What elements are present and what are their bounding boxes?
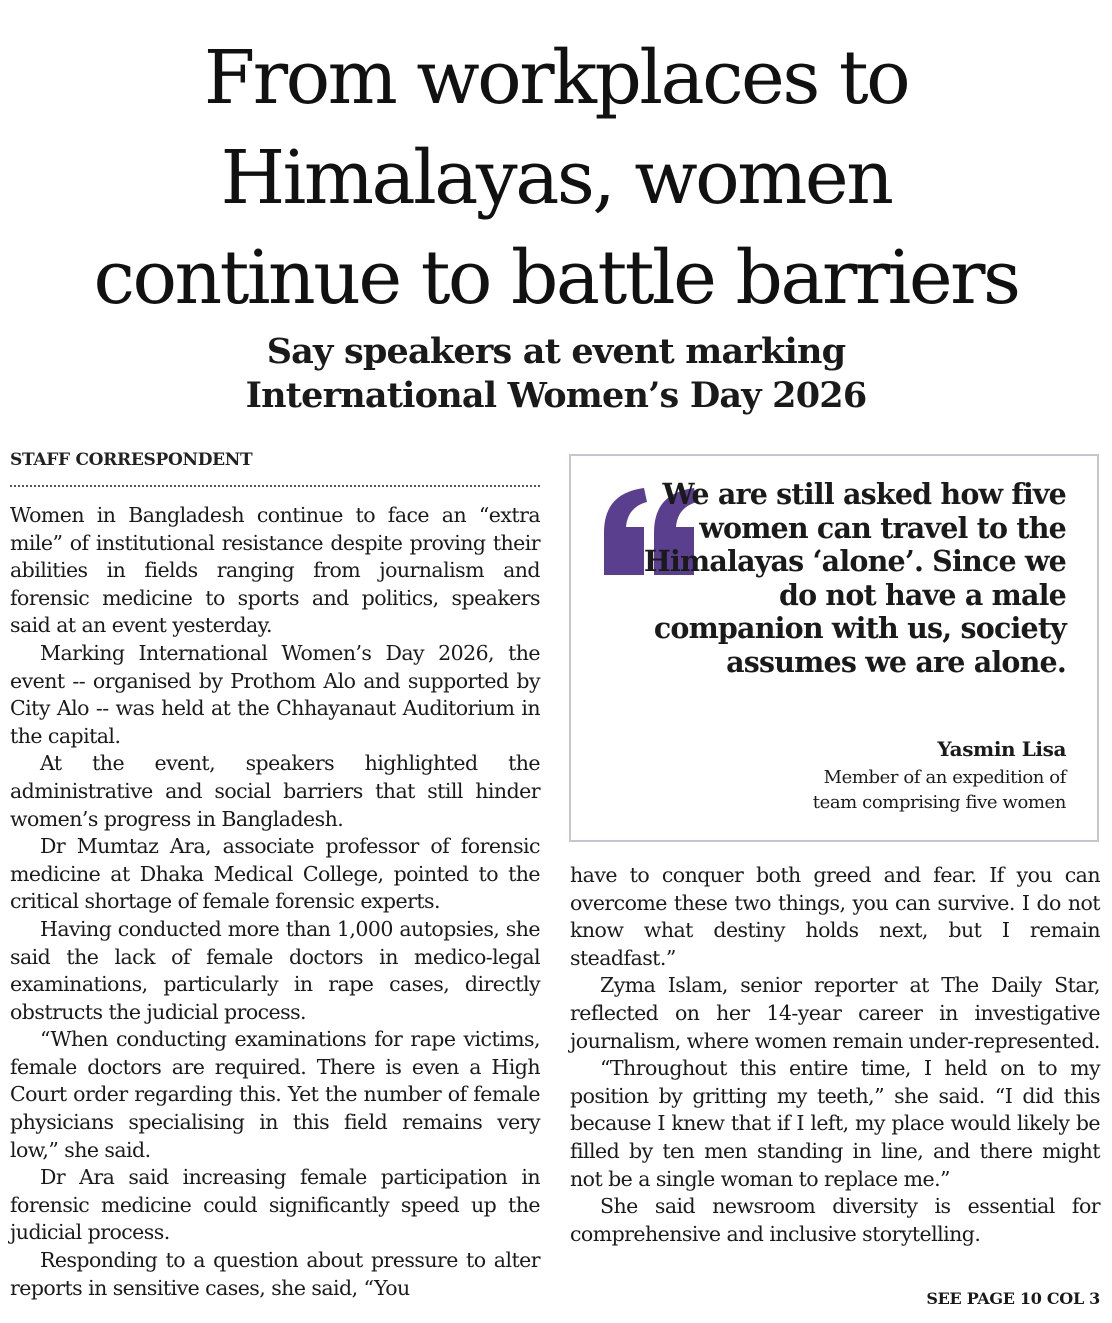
article-paragraph: “When conducting examinations for rape victims, female doctors are required. There is even a High Court order regarding this. Yet the number of female physicians specialising in this field remains very low,” she said.: [10, 1027, 540, 1162]
article-paragraph: Dr Ara said increasing female participation in forensic medicine could significantly speed up the judicial process.: [10, 1165, 540, 1245]
byline: STAFF CORRESPONDENT: [10, 450, 253, 470]
article-paragraph: At the event, speakers highlighted the administrative and social barriers that still hinder women’s progress in Bangladesh.: [10, 751, 540, 831]
article-column-left: [10, 502, 540, 1302]
continuation-note: SEE PAGE 10 COL 3: [926, 1289, 1100, 1308]
subheadline: [0, 330, 1112, 418]
article-paragraph: Marking International Women’s Day 2026, the event -- organised by Prothom Alo and supported by City Alo -- was held at the Chhayanaut Auditorium in the capital.: [10, 640, 540, 748]
headline-line: From workplaces to: [203, 35, 909, 121]
article-paragraph: She said newsroom diversity is essential for comprehensive and inclusive storytelling.: [570, 1194, 1100, 1246]
headline-line: Himalayas, women: [220, 135, 892, 221]
subheadline-line: International Women’s Day 2026: [245, 375, 867, 416]
article-paragraph: Zyma Islam, senior reporter at The Daily Star, reflected on her 14-year career in investigative journalism, where women remain under-represented.: [570, 973, 1100, 1053]
headline-line: continue to battle barriers: [93, 235, 1019, 321]
article-column-right: [570, 862, 1100, 1248]
pull-quote-role-line: team comprising five women: [812, 792, 1066, 813]
pull-quote-role-line: Member of an expedition of: [823, 767, 1066, 788]
byline-divider: [10, 485, 540, 487]
pull-quote-author: Yasmin Lisa: [937, 737, 1066, 761]
article-paragraph: have to conquer both greed and fear. If you can overcome these two things, you can survive. I do not know what destiny holds next, but I remain steadfast.”: [570, 863, 1100, 970]
article-paragraph: “Throughout this entire time, I held on to my position by gritting my teeth,” she said. “I did this because I knew that if I left, my place would likely be filled by ten men standing in line, and there might not be a single woman to replace me.”: [570, 1056, 1100, 1191]
pull-quote-text: We are still asked how five women can travel to the Himalayas ‘alone’. Since we do not have a male companion with us, society assumes we are alone.: [643, 477, 1066, 679]
article-paragraph: Dr Mumtaz Ara, associate professor of forensic medicine at Dhaka Medical College, pointed to the critical shortage of female forensic experts.: [10, 834, 540, 914]
headline: [0, 28, 1112, 328]
article-paragraph: Having conducted more than 1,000 autopsies, she said the lack of female doctors in medico-legal examinations, particularly in rape cases, directly obstructs the judicial process.: [10, 916, 540, 1024]
pull-quote-role: [610, 765, 1066, 815]
article-paragraph: Responding to a question about pressure to alter reports in sensitive cases, she said, “You: [10, 1248, 540, 1300]
subheadline-line: Say speakers at event marking: [266, 331, 846, 372]
article-paragraph: Women in Bangladesh continue to face an “extra mile” of institutional resistance despite proving their abilities in fields ranging from journalism and forensic medicine to sports and politics, speakers said at an event yesterday.: [10, 503, 540, 638]
